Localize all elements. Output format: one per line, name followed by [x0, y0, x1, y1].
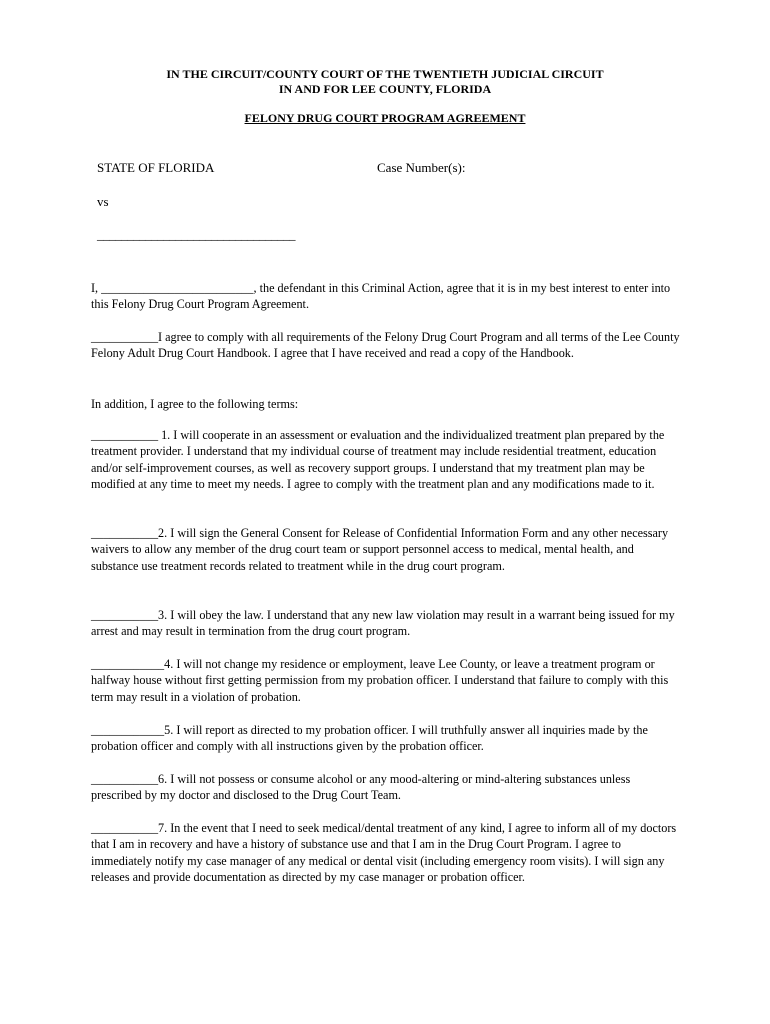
court-header-line-1: IN THE CIRCUIT/COUNTY COURT OF THE TWENTIETH JUDICIAL CIRCUIT — [166, 67, 604, 81]
defendant-name-blank: _________________________________ — [97, 227, 295, 242]
term-2-paragraph: ___________2. I will sign the General Consent for Release of Confidential Information Form and any other necessary waivers to allow any member of the drug court team or support personnel access to medical, mental health, and substance use treatment records related to treatment while in the drug court program. — [91, 526, 669, 573]
case-number-label: Case Number(s): — [377, 160, 466, 175]
plaintiff-name: STATE OF FLORIDA — [97, 160, 215, 175]
term-3-paragraph: ___________3. I will obey the law. I understand that any new law violation may result in a warrant being issued for my arrest and may result in termination from the drug court program. — [91, 608, 675, 639]
versus-text: vs — [97, 194, 109, 209]
additional-terms-heading: In addition, I agree to the following terms: — [91, 397, 299, 411]
document-title: FELONY DRUG COURT PROGRAM AGREEMENT — [244, 111, 526, 125]
term-4-paragraph: ____________4. I will not change my residence or employment, leave Lee County, or leave a treatment program or halfway house without first getting permission from my probation officer. I understand that failure to comply with this term may result in a violation of probation. — [91, 657, 669, 704]
term-5-paragraph: ____________5. I will report as directed to my probation officer. I will truthfully answer all inquiries made by the probation officer and comply with all instructions given by the probation officer. — [91, 723, 648, 754]
term-7-paragraph: ___________7. In the event that I need to seek medical/dental treatment of any kind, I agree to inform all of my doctors that I am in recovery and have a history of substance use and that I am in the Drug Court Program. I agree to immediately notify my case manager of any medical or dental visit (including emergency room visits). I will sign any releases and provide documentation as directed by my case manager or probation officer. — [91, 821, 677, 884]
court-header-line-2: IN AND FOR LEE COUNTY, FLORIDA — [278, 82, 492, 96]
term-1-paragraph: ___________ 1. I will cooperate in an assessment or evaluation and the individualized treatment plan prepared by the treatment provider. I understand that my individual course of treatment may include residential treatment, education and/or self-improvement courses, as well as recovery support groups. I understand that my treatment plan may be modified at any time to meet my needs. I agree to comply with the treatment plan and any modifications made to it. — [91, 428, 665, 491]
handbook-agreement-paragraph: ___________I agree to comply with all requirements of the Felony Drug Court Program and all terms of the Lee County Felony Adult Drug Court Handbook. I agree that I have received and read a copy of the Handbook. — [91, 330, 680, 361]
term-6-paragraph: ___________6. I will not possess or consume alcohol or any mood-altering or mind-altering substances unless prescribed by my doctor and disclosed to the Drug Court Team. — [91, 772, 631, 803]
intro-paragraph: I, _________________________, the defendant in this Criminal Action, agree that it is in my best interest to enter into this Felony Drug Court Program Agreement. — [91, 281, 671, 312]
